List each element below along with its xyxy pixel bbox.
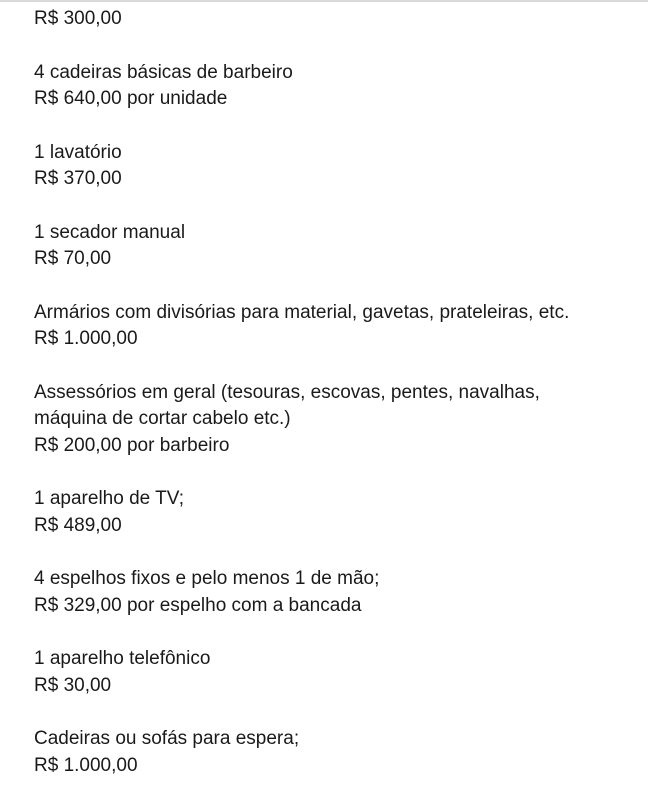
list-item <box>34 60 640 113</box>
item-price: R$ 640,00 por unidade <box>34 88 228 109</box>
document-body <box>34 6 640 806</box>
list-item <box>34 646 640 699</box>
list-item <box>34 726 640 779</box>
item-description: 1 aparelho de TV; <box>34 488 184 509</box>
list-item <box>34 566 640 619</box>
item-price: R$ 200,00 por barbeiro <box>34 434 230 456</box>
item-description: 1 secador manual <box>34 221 186 243</box>
list-item <box>34 6 640 33</box>
item-description: 1 lavatório <box>34 141 122 163</box>
item-price: R$ 370,00 <box>34 168 122 189</box>
item-description: Armários com divisórias para material, gavetas, prateleiras, etc. <box>34 301 570 323</box>
item-price: R$ 1.000,00 <box>34 328 138 349</box>
item-description: Assessórios em geral (tesouras, escovas, pentes, navalhas, <box>34 381 540 403</box>
item-price: R$ 329,00 por espelho com a bancada <box>34 594 362 616</box>
list-item <box>34 300 640 353</box>
list-item <box>34 486 640 539</box>
list-item <box>34 380 640 460</box>
item-price: R$ 70,00 <box>34 248 112 269</box>
item-description-continued: máquina de cortar cabelo etc.) <box>34 408 291 429</box>
item-description: 4 cadeiras básicas de barbeiro <box>34 61 293 83</box>
page-top-border <box>0 0 648 2</box>
item-price: R$ 30,00 <box>34 674 112 696</box>
list-item <box>34 220 640 273</box>
item-price: R$ 300,00 <box>34 8 122 29</box>
list-item <box>34 140 640 193</box>
item-description: Cadeiras ou sofás para espera; <box>34 728 300 749</box>
item-description: 4 espelhos fixos e pelo menos 1 de mão; <box>34 568 380 589</box>
item-price: R$ 1.000,00 <box>34 754 138 776</box>
item-price: R$ 489,00 <box>34 514 122 536</box>
item-description: 1 aparelho telefônico <box>34 648 211 669</box>
